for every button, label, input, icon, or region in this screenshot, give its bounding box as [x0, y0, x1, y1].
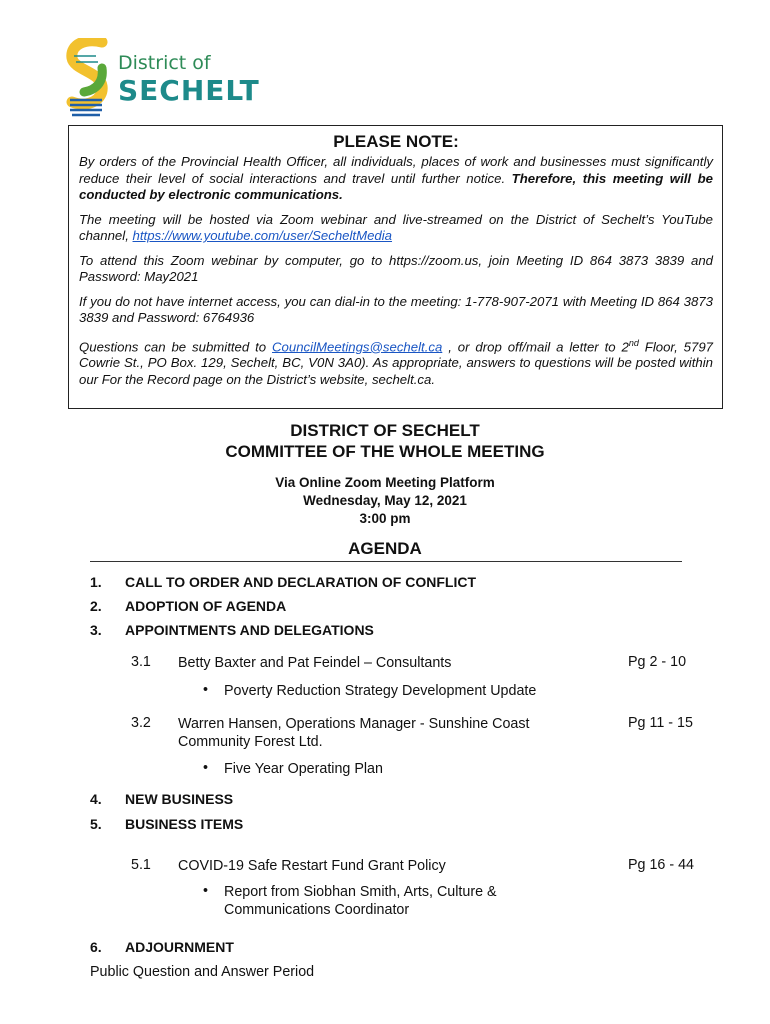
notice-paragraph-2	[79, 212, 713, 245]
notice-p5-sup: nd	[628, 337, 639, 348]
meeting-date: Wednesday, May 12, 2021	[303, 493, 467, 508]
item-3-2-bullet-text: Five Year Operating Plan	[224, 761, 383, 777]
logo-text-sechelt: SECHELT	[118, 74, 260, 107]
please-note-box	[68, 125, 723, 409]
org-name: DISTRICT OF SECHELT	[290, 421, 480, 440]
agenda-divider	[90, 561, 682, 562]
notice-paragraph-5	[79, 335, 713, 389]
item-5-1-text: COVID-19 Safe Restart Fund Grant Policy	[178, 858, 446, 874]
agenda-title: AGENDA	[348, 539, 422, 558]
item-3-1-bullet-text: Poverty Reduction Strategy Development Update	[224, 683, 537, 699]
item-3-2-bullet-icon: •	[203, 760, 209, 776]
notice-paragraph-4: If you do not have internet access, you can dial-in to the meeting: 1-778-907-2071 with Meeting ID 864 3873 3839 and Password: 6764936	[79, 293, 713, 325]
youtube-link[interactable]: https://www.youtube.com/user/SecheltMedia	[132, 228, 393, 243]
item-5-1-bullet-line-1: Report from Siobhan Smith, Arts, Culture &	[224, 884, 497, 900]
item-1-number: 1.	[90, 574, 102, 590]
meeting-name: COMMITTEE OF THE WHOLE MEETING	[225, 442, 545, 461]
notice-paragraph-3: To attend this Zoom webinar by computer, go to https://zoom.us, join Meeting ID 864 3873 3839 and Password: May2021	[79, 252, 713, 284]
notice-p5-a: Questions can be submitted to	[79, 338, 273, 354]
item-3-1-number: 3.1	[131, 654, 151, 670]
meeting-header	[0, 420, 770, 462]
item-3-1-text: Betty Baxter and Pat Feindel – Consultants	[178, 655, 452, 671]
item-3-2-number: 3.2	[131, 715, 151, 731]
item-5-1-number: 5.1	[131, 857, 151, 873]
item-3-heading: APPOINTMENTS AND DELEGATIONS	[125, 622, 374, 638]
item-1-heading: CALL TO ORDER AND DECLARATION OF CONFLICT	[125, 574, 477, 590]
notice-p1-bold: Therefore, this meeting will be conducted by electronic communications.	[79, 170, 713, 202]
item-4-heading: NEW BUSINESS	[125, 791, 234, 807]
sechelt-s-logo-icon	[66, 38, 110, 120]
item-3-2-line-1: Warren Hansen, Operations Manager - Sunshine Coast	[178, 716, 530, 732]
notice-p5-b: , or drop off/mail a letter to 2	[442, 338, 629, 354]
item-3-2-text	[178, 715, 530, 751]
item-4-number: 4.	[90, 791, 102, 807]
item-5-1-bullet-text	[224, 883, 497, 919]
item-5-heading: BUSINESS ITEMS	[125, 816, 244, 832]
item-3-1-bullet-icon: •	[203, 682, 209, 698]
notice-title: PLEASE NOTE:	[333, 132, 459, 151]
meeting-time: 3:00 pm	[359, 511, 411, 526]
item-6-number: 6.	[90, 939, 102, 955]
meeting-details	[0, 474, 770, 528]
item-3-2-line-2: Community Forest Ltd.	[178, 734, 323, 750]
item-3-number: 3.	[90, 622, 102, 638]
council-email-link[interactable]: CouncilMeetings@sechelt.ca	[272, 338, 443, 354]
item-5-1-pages: Pg 16 - 44	[628, 857, 694, 873]
item-3-1-pages: Pg 2 - 10	[628, 654, 687, 670]
notice-p2-text: The meeting will be hosted via Zoom webinar and live-streamed on the District of Sechelt’s YouTube channel,	[79, 211, 713, 243]
item-5-1-bullet-line-2: Communications Coordinator	[224, 902, 410, 918]
item-2-number: 2.	[90, 598, 102, 614]
logo-text-district: District of	[118, 52, 211, 74]
item-6-heading: ADJOURNMENT	[125, 939, 234, 955]
public-question-period: Public Question and Answer Period	[90, 964, 315, 980]
item-2-heading: ADOPTION OF AGENDA	[125, 598, 287, 614]
item-3-2-pages: Pg 11 - 15	[628, 715, 693, 731]
notice-paragraph-1	[79, 154, 713, 204]
item-5-number: 5.	[90, 816, 102, 832]
notice-p5-c: Floor, 5797 Cowrie St., PO Box. 129, Sechelt, BC, V0N 3A0). As appropriate, answers to questions will be posted within our For the Record page on the District’s website, sechelt.ca.	[79, 338, 713, 387]
meeting-platform: Via Online Zoom Meeting Platform	[275, 475, 495, 490]
item-5-1-bullet-icon: •	[203, 883, 209, 899]
notice-p1-text: By orders of the Provincial Health Officer, all individuals, places of work and businesses must significantly reduce their level of social interactions and travel until further notice.	[79, 154, 713, 186]
